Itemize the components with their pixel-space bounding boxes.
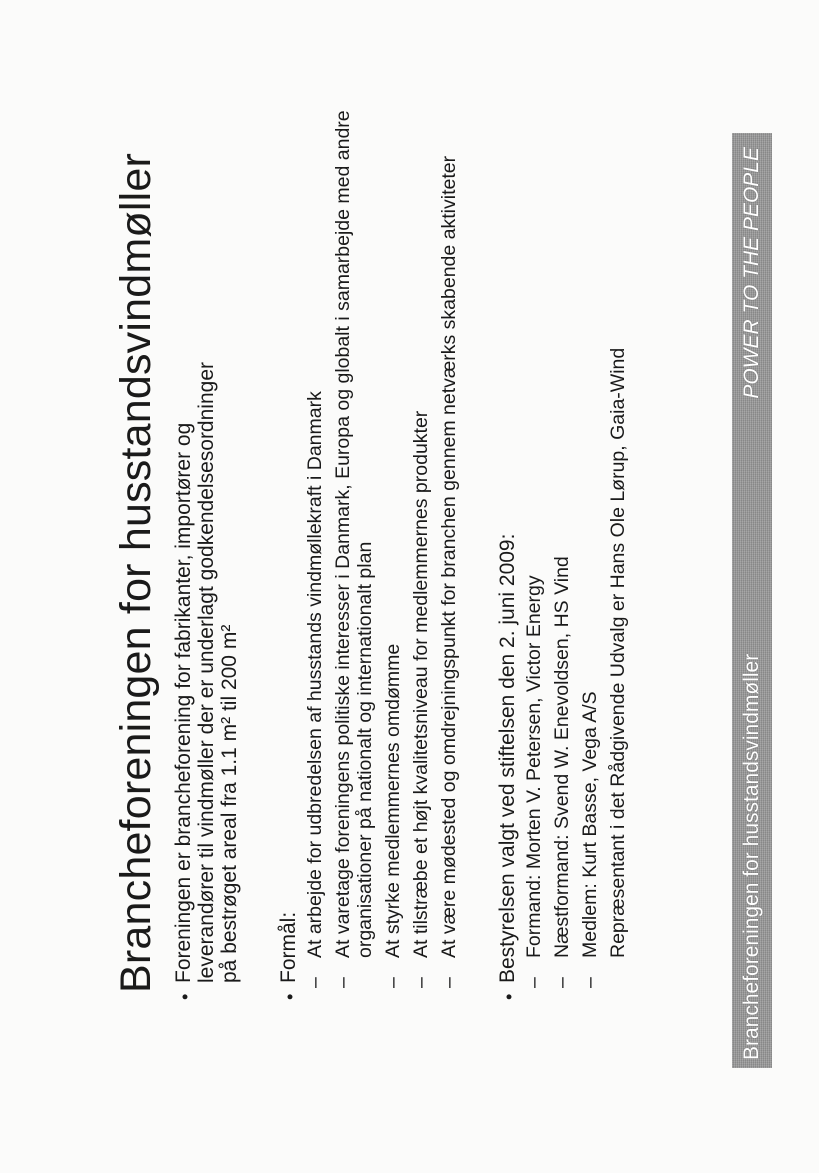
bestyrelse-list: [523, 68, 601, 1018]
footer-bar: [732, 133, 772, 1068]
intro-line: på bestrøget areal fra 1.1 m² til 200 m²: [218, 624, 241, 983]
dash-icon: –: [410, 977, 432, 988]
formaal-bullet: [277, 68, 460, 1018]
footer-slogan: POWER TO THE PEOPLE: [740, 147, 763, 399]
list-item: – Medlem: Kurt Basse, Vega A/S: [579, 691, 601, 988]
intro-line: Foreningen er brancheforening for fabrikanter, importører og: [172, 422, 195, 983]
bestyrelse-note: Repræsentant i det Rådgivende Udvalg er Hans Ole Lørup, Gaia-Wind: [607, 347, 629, 958]
intro-bullet: [172, 68, 241, 1018]
bullet-dot-icon: •: [280, 993, 300, 1000]
list-item: – At arbejde for udbredelsen af husstands vindmøllekraft i Danmark: [304, 391, 326, 988]
bullet-dot-icon: •: [499, 993, 519, 1000]
formaal-heading: Formål:: [277, 911, 300, 983]
list-item: – Næstformand: Svend W. Enevoldsen, HS Vind: [551, 556, 573, 988]
dash-icon: –: [438, 977, 460, 988]
bestyrelse-bullet: [496, 68, 630, 1018]
bullet-dot-icon: •: [175, 993, 195, 1000]
list-item: – Formand: Morten V. Petersen, Victor Energy: [523, 575, 545, 988]
dash-icon: –: [523, 977, 545, 988]
slide-title: Brancheforeningen for husstandsvindmøller: [112, 153, 160, 993]
list-item: – At styrke medlemmernes omdømme: [382, 643, 404, 988]
footer-organization: Brancheforeningen for husstandsvindmøller: [740, 653, 763, 1060]
list-item: – At varetage foreningens politiske interesser i Danmark, Europa og globalt i samarbejde med andre organisationer på nationalt og internationalt plan: [332, 110, 376, 988]
list-item: – At være mødested og omdrejningspunkt for branchen gennem netværks skabende aktiviteter: [438, 155, 460, 988]
list-item: – At tilstræbe et højt kvalitetsniveau for medlemmernes produkter: [410, 410, 432, 988]
dash-icon: –: [304, 977, 326, 988]
formaal-list: [304, 68, 460, 1018]
dash-icon: –: [382, 977, 404, 988]
dash-icon: –: [551, 977, 573, 988]
slide-content: [172, 68, 666, 1018]
dash-icon: –: [579, 977, 601, 988]
intro-line: leverandører til vindmøller der er underlagt godkendelsesordninger: [195, 362, 218, 983]
bestyrelse-heading: Bestyrelsen valgt ved stiftelsen den 2. juni 2009:: [496, 533, 519, 983]
dash-icon: –: [332, 977, 354, 988]
